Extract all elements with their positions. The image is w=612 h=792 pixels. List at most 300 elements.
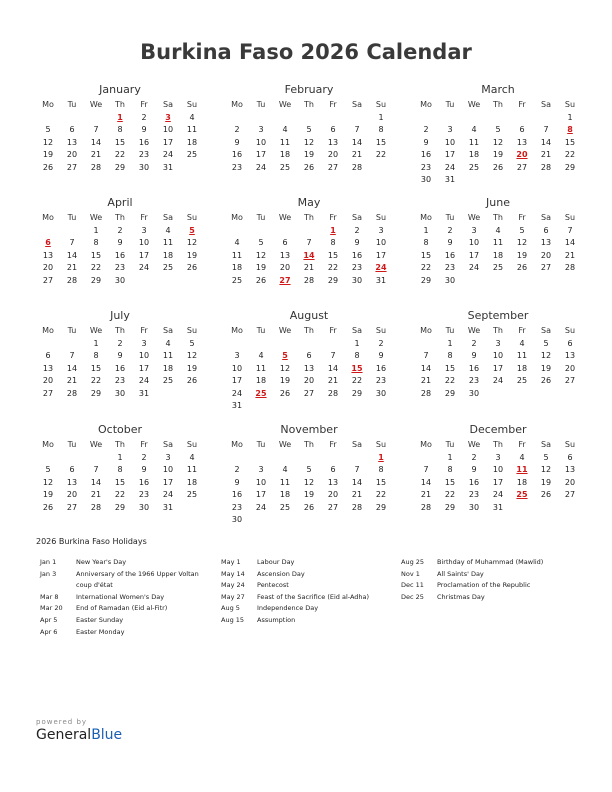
empty-cell xyxy=(486,112,510,125)
day-cell: 21 xyxy=(90,490,102,499)
month-december xyxy=(414,423,582,514)
weekday-header: Su xyxy=(186,326,198,335)
day-cell: 19 xyxy=(42,150,54,159)
empty-cell xyxy=(273,225,297,238)
weekday-header: Fr xyxy=(140,213,148,222)
day-cell: 17 xyxy=(492,363,504,373)
day-cell: 6 xyxy=(282,238,288,247)
day-cell: 22 xyxy=(114,490,126,499)
day-cell: 7 xyxy=(423,465,429,474)
day-cell: 1 xyxy=(93,338,99,348)
day-cell: 18 xyxy=(255,376,267,385)
day-cell: 16 xyxy=(138,137,150,147)
empty-cell xyxy=(534,112,558,125)
holiday-name: Christmas Day xyxy=(437,592,485,601)
day-cell: 14 xyxy=(66,363,78,373)
day-cell: 24 xyxy=(162,150,174,159)
weekday-header: Fr xyxy=(329,213,337,222)
weekday-header: Tu xyxy=(67,213,77,222)
day-cell: 23 xyxy=(138,150,150,159)
day-cell: 26 xyxy=(540,376,552,385)
empty-cell xyxy=(321,112,345,125)
day-cell: 27 xyxy=(564,490,576,499)
weekday-header: Mo xyxy=(231,326,243,335)
day-cell: 6 xyxy=(69,125,75,134)
day-cell: 23 xyxy=(420,162,432,172)
day-cell: 11 xyxy=(255,363,267,373)
day-cell: 5 xyxy=(306,465,312,474)
day-cell: 12 xyxy=(279,363,291,373)
holiday-row xyxy=(40,557,220,569)
day-cell: 13 xyxy=(279,250,291,260)
weekday-header: Fr xyxy=(518,440,526,449)
day-cell: 2 xyxy=(471,452,477,462)
day-cell: 17 xyxy=(162,477,174,487)
day-cell: 31 xyxy=(375,275,387,285)
weekday-header: We xyxy=(467,213,481,222)
day-cell: 5 xyxy=(543,452,549,462)
weekday-header: We xyxy=(278,100,292,109)
month-days-grid xyxy=(414,99,582,187)
weekday-header: Fr xyxy=(518,100,526,109)
day-cell: 9 xyxy=(117,238,123,247)
empty-cell xyxy=(249,112,273,125)
day-cell: 23 xyxy=(231,162,243,172)
day-cell: 20 xyxy=(327,490,339,499)
day-cell: 20 xyxy=(42,376,54,385)
day-cell: 6 xyxy=(306,351,312,360)
holiday-row xyxy=(221,557,401,569)
weekday-header: Th xyxy=(493,213,503,222)
day-cell: 5 xyxy=(45,465,51,474)
day-cell: 30 xyxy=(114,275,126,285)
day-cell: 1 xyxy=(423,225,429,235)
day-cell: 20 xyxy=(42,263,54,272)
day-cell: 24 xyxy=(138,376,150,385)
day-cell: 28 xyxy=(540,162,552,172)
weekday-header: We xyxy=(467,100,481,109)
holiday-day: 1 xyxy=(330,225,336,235)
day-cell: 21 xyxy=(66,376,78,385)
holiday-day: 1 xyxy=(117,112,123,122)
day-cell: 24 xyxy=(468,263,480,272)
weekday-header: Su xyxy=(375,326,387,335)
day-cell: 4 xyxy=(258,351,264,360)
day-cell: 14 xyxy=(351,477,363,487)
weekday-header: Th xyxy=(493,326,503,335)
day-cell: 12 xyxy=(186,238,198,247)
weekday-header: Su xyxy=(564,440,576,449)
day-cell: 14 xyxy=(66,250,78,260)
day-cell: 4 xyxy=(495,225,501,235)
day-cell: 15 xyxy=(444,363,456,373)
day-cell: 21 xyxy=(420,376,432,385)
day-cell: 31 xyxy=(231,401,243,410)
day-cell: 28 xyxy=(303,275,315,285)
day-cell: 5 xyxy=(543,338,549,348)
day-cell: 22 xyxy=(444,376,456,385)
day-cell: 8 xyxy=(330,238,336,247)
day-cell: 22 xyxy=(114,150,126,159)
holiday-column xyxy=(40,557,220,638)
month-days-grid xyxy=(225,439,393,527)
day-cell: 29 xyxy=(114,162,126,172)
weekday-header: Tu xyxy=(445,440,455,449)
holiday-day: 14 xyxy=(303,250,315,260)
day-cell: 2 xyxy=(117,338,123,348)
day-cell: 24 xyxy=(444,162,456,172)
weekday-header: Sa xyxy=(352,440,362,449)
holiday-day: 3 xyxy=(165,112,171,122)
day-cell: 20 xyxy=(66,150,78,159)
day-cell: 7 xyxy=(567,225,573,235)
day-cell: 23 xyxy=(468,376,480,385)
month-days-grid xyxy=(225,212,393,287)
day-cell: 16 xyxy=(468,477,480,487)
day-cell: 23 xyxy=(351,263,363,272)
day-cell: 20 xyxy=(327,150,339,159)
holiday-date: Mar 20 xyxy=(40,604,63,613)
day-cell: 14 xyxy=(90,137,102,147)
empty-cell xyxy=(273,338,297,351)
day-cell: 9 xyxy=(117,351,123,360)
day-cell: 6 xyxy=(543,225,549,235)
day-cell: 11 xyxy=(279,477,291,487)
day-cell: 8 xyxy=(447,465,453,474)
month-name: July xyxy=(110,309,130,322)
day-cell: 28 xyxy=(351,502,363,512)
day-cell: 13 xyxy=(66,137,78,147)
month-name: January xyxy=(99,83,141,96)
weekday-header: Th xyxy=(115,213,125,222)
holiday-row xyxy=(401,557,581,569)
day-cell: 15 xyxy=(114,137,126,147)
day-cell: 1 xyxy=(378,112,384,122)
day-cell: 28 xyxy=(564,263,576,272)
day-cell: 7 xyxy=(543,125,549,134)
holiday-row xyxy=(401,592,581,604)
day-cell: 16 xyxy=(351,250,363,260)
month-name: June xyxy=(486,196,510,209)
day-cell: 19 xyxy=(516,250,528,260)
day-cell: 28 xyxy=(90,502,102,512)
day-cell: 15 xyxy=(90,250,102,260)
day-cell: 2 xyxy=(378,338,384,348)
holiday-row xyxy=(40,580,220,592)
weekday-header: Th xyxy=(493,440,503,449)
holiday-name: Pentecost xyxy=(257,581,289,590)
empty-cell xyxy=(84,112,108,125)
weekday-header: Tu xyxy=(445,326,455,335)
holiday-day: 6 xyxy=(45,238,51,247)
day-cell: 21 xyxy=(66,263,78,272)
day-cell: 27 xyxy=(66,162,78,172)
holiday-row xyxy=(40,615,220,627)
day-cell: 3 xyxy=(258,465,264,474)
month-name: October xyxy=(97,423,143,436)
day-cell: 21 xyxy=(327,376,339,385)
weekday-header: Tu xyxy=(256,213,266,222)
day-cell: 2 xyxy=(471,338,477,348)
day-cell: 4 xyxy=(519,452,525,462)
day-cell: 15 xyxy=(375,477,387,487)
day-cell: 12 xyxy=(42,477,54,487)
day-cell: 27 xyxy=(327,162,339,172)
day-cell: 10 xyxy=(231,363,243,373)
weekday-header: We xyxy=(89,100,103,109)
holiday-day: 5 xyxy=(282,351,288,360)
day-cell: 5 xyxy=(519,225,525,235)
holiday-name: coup d'état xyxy=(76,581,113,590)
empty-cell xyxy=(321,452,345,465)
day-cell: 17 xyxy=(375,250,387,260)
day-cell: 2 xyxy=(354,225,360,235)
weekday-header: We xyxy=(467,326,481,335)
holiday-date: May 14 xyxy=(221,569,245,578)
month-days-grid xyxy=(414,212,582,287)
day-cell: 22 xyxy=(90,376,102,385)
day-cell: 11 xyxy=(492,238,504,247)
day-cell: 3 xyxy=(378,225,384,235)
day-cell: 15 xyxy=(564,137,576,147)
day-cell: 3 xyxy=(447,125,453,134)
day-cell: 16 xyxy=(444,250,456,260)
day-cell: 23 xyxy=(468,490,480,499)
empty-cell xyxy=(36,452,60,465)
day-cell: 2 xyxy=(234,125,240,134)
weekday-header: Mo xyxy=(231,213,243,222)
weekday-header: Sa xyxy=(163,440,173,449)
holiday-name: All Saints' Day xyxy=(437,569,484,578)
day-cell: 24 xyxy=(162,490,174,499)
day-cell: 29 xyxy=(420,275,432,285)
weekday-header: Sa xyxy=(541,213,551,222)
day-cell: 31 xyxy=(492,502,504,512)
day-cell: 23 xyxy=(138,490,150,499)
day-cell: 26 xyxy=(186,263,198,272)
powered-by-label: powered by xyxy=(36,718,88,726)
day-cell: 14 xyxy=(351,137,363,147)
day-cell: 10 xyxy=(468,238,480,247)
day-cell: 18 xyxy=(186,477,198,487)
day-cell: 10 xyxy=(444,137,456,147)
day-cell: 14 xyxy=(420,363,432,373)
day-cell: 29 xyxy=(564,162,576,172)
day-cell: 24 xyxy=(492,376,504,385)
brand-logo[interactable] xyxy=(36,718,122,743)
day-cell: 27 xyxy=(42,275,54,285)
day-cell: 9 xyxy=(471,351,477,360)
day-cell: 17 xyxy=(162,137,174,147)
day-cell: 26 xyxy=(42,162,54,172)
day-cell: 18 xyxy=(516,363,528,373)
weekday-header: We xyxy=(89,326,103,335)
weekday-header: Su xyxy=(564,100,576,109)
day-cell: 3 xyxy=(165,452,171,462)
day-cell: 12 xyxy=(492,137,504,147)
day-cell: 29 xyxy=(351,388,363,398)
day-cell: 18 xyxy=(492,250,504,260)
holiday-day: 24 xyxy=(375,263,387,272)
day-cell: 8 xyxy=(447,351,453,360)
weekday-header: Su xyxy=(564,326,576,335)
day-cell: 6 xyxy=(45,351,51,360)
day-cell: 11 xyxy=(162,238,174,247)
weekday-header: Fr xyxy=(329,100,337,109)
day-cell: 16 xyxy=(138,477,150,487)
weekday-header: Tu xyxy=(445,100,455,109)
weekday-header: Mo xyxy=(420,100,432,109)
day-cell: 10 xyxy=(375,238,387,247)
day-cell: 26 xyxy=(303,502,315,512)
day-cell: 1 xyxy=(354,338,360,348)
day-cell: 19 xyxy=(303,150,315,159)
day-cell: 2 xyxy=(117,225,123,235)
holiday-date: Aug 5 xyxy=(221,604,240,613)
month-january xyxy=(36,83,204,174)
day-cell: 10 xyxy=(138,238,150,247)
day-cell: 24 xyxy=(138,263,150,272)
weekday-header: Su xyxy=(186,100,198,109)
weekday-header: Th xyxy=(304,213,314,222)
day-cell: 31 xyxy=(162,502,174,512)
day-cell: 18 xyxy=(231,263,243,272)
brand-general: General xyxy=(36,727,92,743)
day-cell: 8 xyxy=(354,351,360,360)
holiday-date: Jan 1 xyxy=(40,558,57,566)
day-cell: 20 xyxy=(540,250,552,260)
weekday-header: Tu xyxy=(67,326,77,335)
day-cell: 15 xyxy=(444,477,456,487)
day-cell: 11 xyxy=(468,137,480,147)
day-cell: 13 xyxy=(327,477,339,487)
weekday-header: We xyxy=(278,326,292,335)
holiday-row xyxy=(40,569,220,581)
empty-cell xyxy=(249,225,273,238)
weekday-header: Mo xyxy=(420,326,432,335)
day-cell: 21 xyxy=(351,490,363,499)
weekday-header: Su xyxy=(375,213,387,222)
weekday-header: Th xyxy=(115,326,125,335)
day-cell: 20 xyxy=(564,363,576,373)
day-cell: 3 xyxy=(141,225,147,235)
day-cell: 20 xyxy=(303,376,315,385)
weekday-header: Fr xyxy=(140,100,148,109)
day-cell: 9 xyxy=(354,238,360,247)
weekday-header: Fr xyxy=(140,326,148,335)
empty-cell xyxy=(297,112,321,125)
day-cell: 13 xyxy=(327,137,339,147)
day-cell: 31 xyxy=(138,388,150,398)
day-cell: 25 xyxy=(468,162,480,172)
day-cell: 16 xyxy=(231,490,243,499)
day-cell: 27 xyxy=(327,502,339,512)
day-cell: 6 xyxy=(69,465,75,474)
day-cell: 12 xyxy=(303,137,315,147)
weekday-header: Sa xyxy=(352,100,362,109)
day-cell: 12 xyxy=(186,351,198,360)
day-cell: 19 xyxy=(279,376,291,385)
day-cell: 1 xyxy=(93,225,99,235)
day-cell: 15 xyxy=(375,137,387,147)
holiday-name: Independence Day xyxy=(257,604,319,613)
day-cell: 7 xyxy=(69,238,75,247)
weekday-header: Mo xyxy=(231,440,243,449)
day-cell: 22 xyxy=(375,490,387,499)
empty-cell xyxy=(414,338,438,351)
day-cell: 7 xyxy=(306,238,312,247)
day-cell: 12 xyxy=(516,238,528,247)
day-cell: 2 xyxy=(141,112,147,122)
weekday-header: Fr xyxy=(518,326,526,335)
page-title: Burkina Faso 2026 Calendar xyxy=(140,40,472,64)
day-cell: 2 xyxy=(141,452,147,462)
day-cell: 19 xyxy=(540,477,552,487)
day-cell: 24 xyxy=(231,388,243,398)
day-cell: 22 xyxy=(375,150,387,159)
day-cell: 19 xyxy=(255,263,267,272)
day-cell: 10 xyxy=(255,477,267,487)
day-cell: 23 xyxy=(114,263,126,272)
day-cell: 3 xyxy=(495,338,501,348)
day-cell: 5 xyxy=(258,238,264,247)
holiday-day: 1 xyxy=(378,452,384,462)
weekday-header: Th xyxy=(304,440,314,449)
day-cell: 3 xyxy=(258,125,264,134)
month-days-grid xyxy=(36,99,204,174)
holiday-day: 25 xyxy=(516,490,528,499)
day-cell: 10 xyxy=(162,465,174,474)
weekday-header: Sa xyxy=(163,100,173,109)
day-cell: 5 xyxy=(495,125,501,134)
day-cell: 2 xyxy=(447,225,453,235)
month-name: March xyxy=(481,83,515,96)
day-cell: 4 xyxy=(282,465,288,474)
day-cell: 19 xyxy=(186,363,198,373)
month-july xyxy=(36,309,204,400)
day-cell: 29 xyxy=(114,502,126,512)
day-cell: 16 xyxy=(420,150,432,159)
weekday-header: Tu xyxy=(256,440,266,449)
day-cell: 5 xyxy=(189,338,195,348)
day-cell: 16 xyxy=(114,250,126,260)
weekday-header: Sa xyxy=(352,326,362,335)
day-cell: 26 xyxy=(303,162,315,172)
holiday-row xyxy=(40,627,220,639)
holiday-date: Nov 1 xyxy=(401,569,420,578)
holiday-row xyxy=(401,569,581,581)
month-name: September xyxy=(467,309,529,322)
day-cell: 26 xyxy=(255,275,267,285)
day-cell: 14 xyxy=(540,137,552,147)
day-cell: 22 xyxy=(420,263,432,272)
day-cell: 10 xyxy=(255,137,267,147)
day-cell: 7 xyxy=(354,125,360,134)
day-cell: 31 xyxy=(444,175,456,184)
day-cell: 20 xyxy=(564,477,576,487)
day-cell: 29 xyxy=(444,502,456,512)
day-cell: 21 xyxy=(420,490,432,499)
day-cell: 13 xyxy=(564,465,576,474)
day-cell: 11 xyxy=(231,250,243,260)
day-cell: 27 xyxy=(303,388,315,398)
empty-cell xyxy=(249,338,273,351)
month-november xyxy=(225,423,393,527)
day-cell: 14 xyxy=(564,238,576,247)
weekday-header: We xyxy=(89,213,103,222)
day-cell: 15 xyxy=(90,363,102,373)
day-cell: 25 xyxy=(162,263,174,272)
